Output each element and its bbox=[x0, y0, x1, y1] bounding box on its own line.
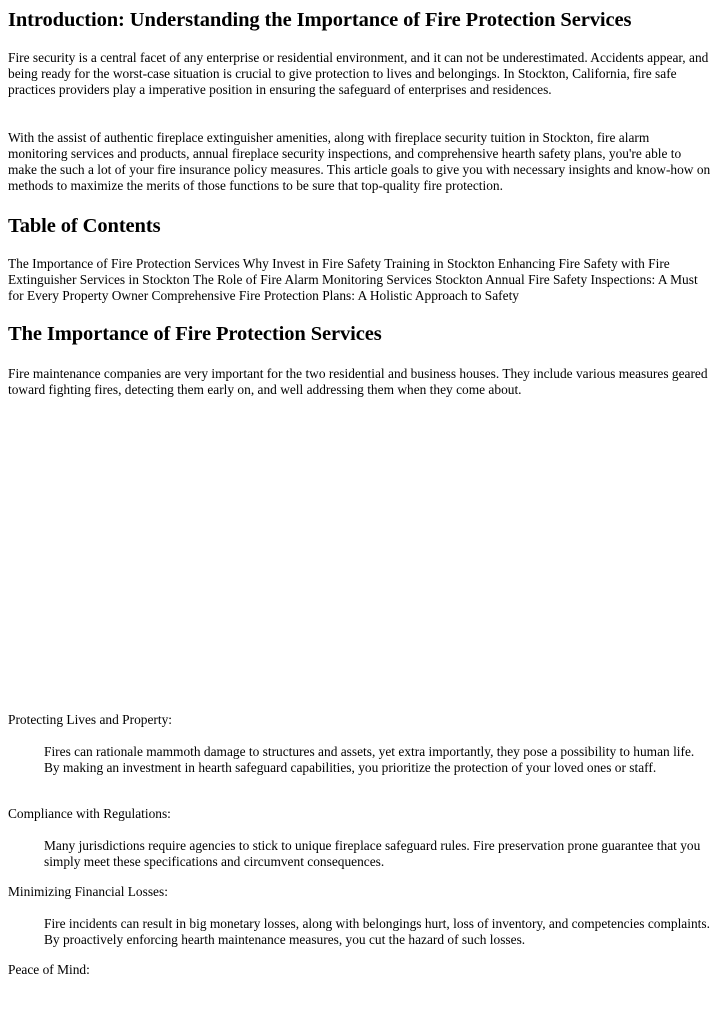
benefit-term-compliance: Compliance with Regulations: bbox=[8, 806, 171, 821]
benefit-term-peace-of-mind: Peace of Mind: bbox=[8, 962, 90, 977]
importance-paragraph: Fire maintenance companies are very important for the two residential and business houses. They include various measures geared toward fighting fires, detecting them early on, and well addressing them when they come about. bbox=[8, 366, 708, 397]
benefit-desc-financial-losses: Fire incidents can result in big monetary losses, along with belongings hurt, loss of inventory, and competencies complaints. By proactively enforcing hearth maintenance measures, you cut the hazard of such losses. bbox=[44, 916, 710, 947]
importance-heading: The Importance of Fire Protection Services bbox=[8, 323, 382, 345]
benefit-desc-protecting-lives: Fires can rationale mammoth damage to structures and assets, yet extra importantly, they pose a possibility to human life. By making an investment in hearth safeguard capabilities, you prioritize the protection of your loved ones or staff. bbox=[44, 744, 695, 775]
toc-text: The Importance of Fire Protection Services Why Invest in Fire Safety Training in Stockton Enhancing Fire Safety with Fire Extinguisher Services in Stockton The Role of Fire Alarm Monitoring Services Stockton Annual Fire Safety Inspections: A Must for Every Property Owner Comprehensive Fire Protection Plans: A Holistic Approach to Safety bbox=[8, 256, 698, 303]
benefit-desc-compliance: Many jurisdictions require agencies to stick to unique fireplace safeguard rules. Fire preservation prone guarantee that you simply meet these specifications and circumvent consequences. bbox=[44, 838, 701, 869]
toc-heading: Table of Contents bbox=[8, 215, 161, 237]
benefit-term-protecting-lives: Protecting Lives and Property: bbox=[8, 712, 173, 727]
intro-heading: Introduction: Understanding the Importance of Fire Protection Services bbox=[8, 9, 632, 31]
intro-paragraph-1: Fire security is a central facet of any enterprise or residential environment, and it can not be underestimated. Accidents appear, and being ready for the worst-case situation is crucial to give protection to lives and belongings. In Stockton, California, fire safe practices providers play a imperative position in ensuring the safeguard of enterprises and residences. bbox=[8, 50, 709, 97]
intro-paragraph-2: With the assist of authentic fireplace extinguisher amenities, along with fireplace security tuition in Stockton, fire alarm monitoring services and products, annual fireplace security inspections, and comprehensive hearth safety plans, you're able to make the such a lot of your fire insurance policy measures. This article goals to give you with necessary insights and know-how on methods to maximize the merits of those functions to be sure that top-quality fire protection. bbox=[8, 130, 711, 193]
benefit-term-financial-losses: Minimizing Financial Losses: bbox=[8, 884, 168, 899]
